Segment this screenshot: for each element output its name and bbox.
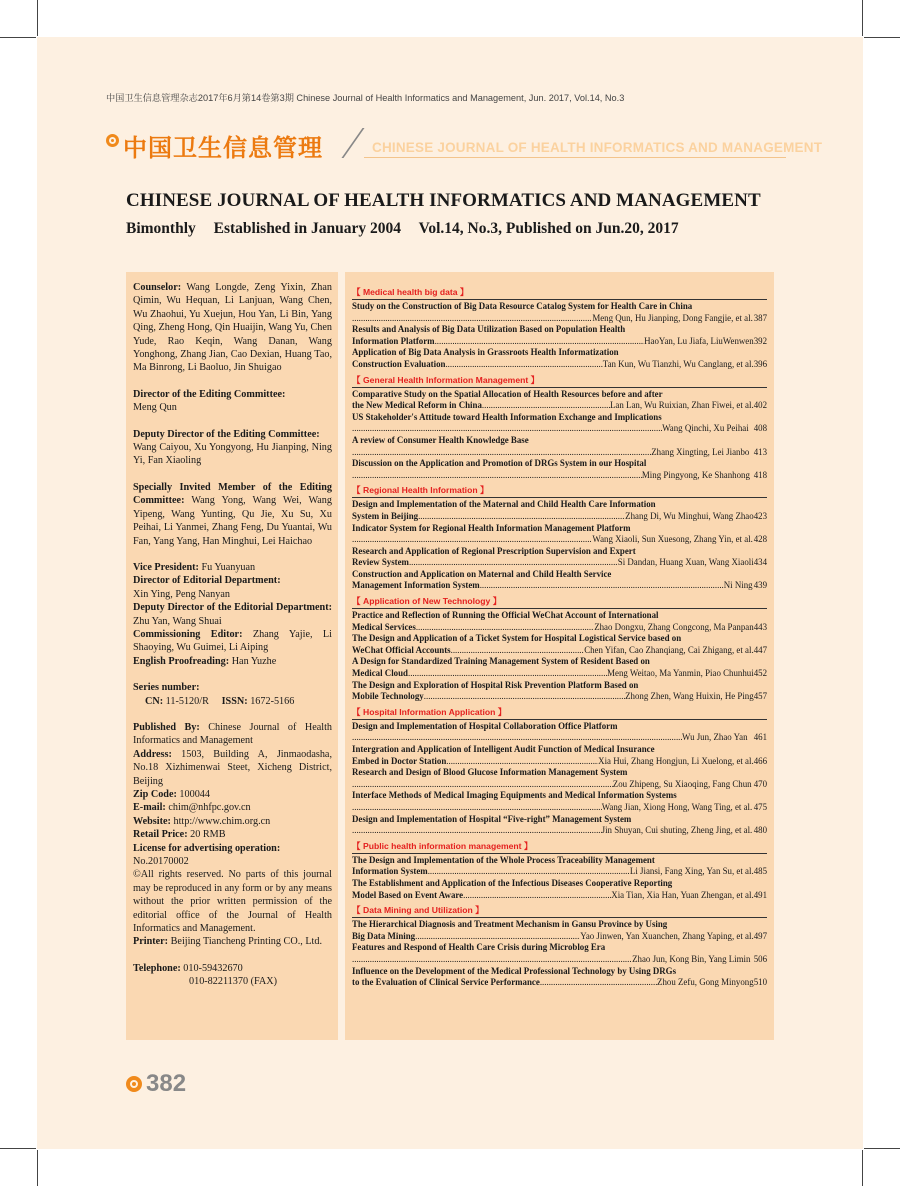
license: License for advertising operation: No.20170002 [133, 842, 281, 868]
article-title: Design and Implementation of Hospital Collaboration Office Platform [352, 720, 618, 731]
leader-dots [352, 732, 682, 744]
zip-code: Zip Code: 100044 [133, 789, 210, 800]
publisher: Published By: Chinese Journal of Health Informatics and Management [133, 721, 332, 747]
table-of-contents [345, 272, 774, 1040]
article-authors: Xia Tian, Xia Han, Yuan Zhengan, et al. [611, 889, 754, 900]
article-page: 439 [753, 580, 767, 591]
article-title-cont: Model Based on Event Aware [352, 889, 464, 900]
toc-entry[interactable] [352, 878, 767, 901]
leader-dots [446, 756, 598, 768]
article-title-cont: Information System [352, 866, 428, 877]
article-page: 457 [753, 691, 767, 702]
article-title: The Hierarchical Diagnosis and Treatment Mechanism in Gansu Province by Using [352, 919, 668, 930]
article-authors: Ni Ning [723, 580, 753, 591]
article-authors: Meng Qun, Hu Jianping, Dong Fangjie, et al. [592, 312, 753, 323]
article-title: Application of Big Data Analysis in Grassroots Health Informatization [352, 347, 619, 358]
article-title-cont: Embed in Doctor Station [352, 755, 447, 766]
article-page: 506 [753, 953, 767, 964]
issue-info: Vol.14, No.3, Published on Jun.20, 2017 [418, 220, 679, 237]
toc-entry[interactable] [352, 347, 767, 370]
article-title: A review of Consumer Health Knowledge Base [352, 434, 529, 445]
article-title-cont: Information Platform [352, 335, 435, 346]
leader-dots [416, 622, 594, 634]
article-authors: Zhou Zefu, Gong Minyong [657, 977, 754, 988]
masthead-panel [126, 272, 338, 1040]
section-heading: 【 Data Mining and Utilization 】 [352, 904, 767, 918]
proofreading: English Proofreading: Han Yuzhe [133, 655, 277, 667]
article-authors: Ming Pingyong, Ke Shanhong [641, 469, 750, 480]
leader-dots [352, 802, 602, 814]
logo-divider [341, 128, 364, 158]
article-page: 466 [753, 755, 767, 766]
article-title-cont: Medical Services [352, 621, 416, 632]
logo-underline [364, 157, 786, 158]
article-title: Study on the Construction of Big Data Resource Catalog System for Health Care in China [352, 301, 693, 311]
logo-ring-icon [106, 134, 119, 147]
leader-dots [435, 336, 645, 348]
toc-entry[interactable] [352, 656, 767, 679]
article-title: Indicator System for Regional Health Information Management Platform [352, 522, 631, 533]
article-title-cont: Review System [352, 557, 409, 568]
toc-entry[interactable] [352, 966, 767, 989]
leader-dots [480, 580, 724, 592]
article-authors: Lan Lan, Wu Ruixian, Zhan Fiwei, et al. [610, 400, 754, 411]
article-title-cont: Medical Cloud [352, 668, 408, 679]
article-page: 491 [753, 889, 767, 900]
leader-dots [415, 931, 580, 943]
article-title-cont: WeChat Official Accounts [352, 644, 451, 655]
article-title: A Design for Standardized Training Management System of Resident Based on [352, 656, 650, 667]
toc-entry[interactable] [352, 389, 767, 412]
series-numbers: CN: 11-5120/R ISSN: 1672-5166 [145, 695, 295, 707]
article-authors: Xia Hui, Zhang Hongjun, Li Xuelong, et al. [598, 755, 754, 766]
article-authors: Zhao Dongxu, Zhang Congcong, Ma Panpan [594, 621, 754, 632]
logo-chinese-title: 中国卫生信息管理 [123, 134, 323, 162]
toc-entry[interactable] [352, 721, 767, 744]
toc-entry[interactable] [352, 633, 767, 656]
toc-entry[interactable] [352, 301, 767, 324]
editorial-director: Director of Editorial Department: Xin Ying, Peng Nanyan [133, 575, 281, 600]
article-title: Intergration and Application of Intelligent Audit Function of Medical Insurance [352, 744, 655, 754]
article-page: 408 [753, 423, 767, 434]
article-page: 470 [753, 778, 767, 789]
toc-entry[interactable] [352, 855, 767, 878]
article-title-cont: Construction Evaluation [352, 358, 446, 369]
article-title: Features and Respond of Health Care Crisis during Microblog Era [352, 942, 606, 953]
page-ring-icon [126, 1076, 142, 1092]
leader-dots [451, 645, 585, 657]
crop-mark [37, 1150, 38, 1186]
telephone: Telephone: 010-59432670 [133, 962, 243, 974]
toc-entry[interactable] [352, 814, 767, 837]
section-heading: 【 Public health information management 】 [352, 840, 767, 854]
crop-mark [0, 37, 36, 38]
article-title: Influence on the Development of the Medical Professional Technology by Using DRGs [352, 965, 677, 976]
leader-dots [409, 557, 618, 569]
article-page: 428 [753, 534, 767, 545]
leader-dots [352, 779, 613, 791]
article-page: 402 [753, 400, 767, 411]
article-title: Design and Implementation of Hospital “Five-right” Management System [352, 813, 632, 824]
article-authors: Jin Shuyan, Cui shuting, Zheng Jing, et al. [601, 825, 753, 836]
section-name: Data Mining and Utilization [362, 905, 473, 916]
leader-dots [352, 825, 602, 837]
article-authors: Meng Weitao, Ma Yanmin, Piao Chunhui [607, 668, 754, 679]
vice-president: Vice President: Fu Yuanyuan [133, 561, 256, 573]
article-authors: Zou Zhipeng, Su Xiaoqing, Fang Chun [612, 778, 752, 789]
article-title-cont: the New Medical Reform in China [352, 400, 482, 411]
leader-dots [418, 511, 625, 523]
running-head: 中国卫生信息管理杂志2017年6月第14卷第3期 Chinese Journal of Health Informatics and Management, Jun. 2017, Vol.14, No.3 [106, 93, 625, 103]
journal-logo [106, 128, 823, 162]
crop-mark [864, 1148, 900, 1149]
address: Address: 1503, Building A, Jinmaodasha, No.18 Xizhimenwai Steet, Xicheng District, Beijing [133, 748, 332, 787]
article-page: 392 [753, 335, 767, 346]
article-authors: Wang Qinchi, Xu Peihai [662, 423, 749, 434]
toc-entry[interactable] [352, 435, 767, 458]
journal-subtitle [126, 220, 693, 238]
toc-entry[interactable] [352, 942, 767, 965]
section-heading: 【 Hospital Information Application 】 [352, 706, 767, 720]
leader-dots [428, 866, 630, 878]
page-number-text: 382 [146, 1070, 187, 1097]
toc-entry[interactable] [352, 412, 767, 435]
editorial-deputy: Deputy Director of the Editorial Department: Zhu Yan, Wang Shuai [133, 602, 332, 627]
toc-entry[interactable] [352, 569, 767, 592]
leader-dots [463, 890, 611, 902]
section-name: Public health information management [362, 840, 522, 851]
crop-mark [862, 1150, 863, 1186]
toc-entry[interactable] [352, 458, 767, 481]
article-authors: HaoYan, Lu Jiafa, LiuWenwen [644, 335, 754, 346]
section-heading: 【 Regional Health Information 】 [352, 484, 767, 498]
journal-title: CHINESE JOURNAL OF HEALTH INFORMATICS AND MANAGEMENT [126, 190, 761, 211]
frequency: Bimonthly [126, 220, 196, 237]
toc-entry[interactable] [352, 919, 767, 942]
article-page: 510 [753, 977, 767, 988]
section-name: Application of New Technology [362, 596, 491, 607]
article-title: Discussion on the Application and Promotion of DRGs System in our Hospital [352, 458, 647, 469]
section-name: General Health Information Management [362, 374, 529, 385]
article-authors: Si Dandan, Huang Xuan, Wang Xiaoli [617, 557, 754, 568]
special-member-block: Specially Invited Member of the Editing Committee: Wang Yong, Wang Wei, Wang Yipeng, Wang Yunting, Qu Jie, Xu Su, Xu Peihai, Li Yanmei, Zhang Feng, Du Yuantai, Wu Fan, Yang Yang, Han Minghui, Lei Haichao [133, 481, 332, 547]
article-title: Construction and Application on Maternal and Child Health Service [352, 568, 612, 579]
article-authors: Zhang Xingting, Lei Jianbo [651, 446, 750, 457]
section-heading: 【 Application of New Technology 】 [352, 595, 767, 609]
section-heading: 【 Medical health big data 】 [352, 286, 767, 300]
section-name: Hospital Information Application [362, 706, 496, 717]
article-title: Design and Implementation of the Maternal and Child Health Care Information [352, 499, 656, 510]
toc-entry[interactable] [352, 744, 767, 767]
article-page: 475 [753, 801, 767, 812]
toc-entry[interactable] [352, 499, 767, 522]
article-title: The Design and Implementation of the Whole Process Traceability Management [352, 854, 655, 865]
article-title: The Design and Application of a Ticket System for Hospital Logistical Service based on [352, 633, 682, 644]
counselor-block: Counselor: Wang Longde, Zeng Yixin, Zhan Qimin, Wu Hequan, Li Lanjuan, Wang Chen, Wu Zhaohui, Yu Xuejun, Hou Yan, Li Bin, Yang Qing, Zheng Hong, Qin Huaijin, Wang Yu, Chen Yude, Rao Keqin, Wang Danan, Wang Yonghong, Zhang Jian, Cao Dexian, Huang Tao, Ma Binrong, Li Baoluo, Jin Shuigao [133, 282, 332, 374]
deputy-block: Deputy Director of the Editing Committee: Wang Caiyou, Xu Yongyong, Hu Jianping, Ning Yi, Fan Xiaoling [133, 428, 332, 467]
article-authors: Wang Xiaoli, Sun Xuesong, Zhang Yin, et al. [592, 534, 753, 545]
article-authors: Wang Jian, Xiong Hong, Wang Ting, et al. [601, 801, 753, 812]
toc-entry[interactable] [352, 767, 767, 790]
logo-english-title: CHINESE JOURNAL OF HEALTH INFORMATICS AND MANAGEMENT [372, 140, 823, 155]
article-title-cont: Mobile Technology [352, 691, 424, 702]
leader-dots [424, 691, 625, 703]
article-authors: Tan Kun, Wu Tianzhi, Wu Canglang, et al. [602, 358, 754, 369]
leader-dots [352, 954, 632, 966]
established: Established in January 2004 [213, 220, 401, 237]
article-title: The Design and Exploration of Hospital Risk Prevention Platform Based on [352, 679, 639, 690]
toc-entry[interactable] [352, 324, 767, 347]
article-page: 480 [753, 825, 767, 836]
article-authors: Wu Jun, Zhao Yan [682, 732, 748, 743]
retail-price: Retail Price: 20 RMB [133, 829, 226, 841]
email: E-mail: chim@nhfpc.gov.cn [133, 802, 251, 814]
article-authors: Chen Yifan, Cao Zhanqiang, Cai Zhigang, et al. [584, 644, 754, 655]
crop-mark [864, 37, 900, 38]
commissioning-editor: Commissioning Editor: Zhang Yajie, Li Shaoying, Wu Guimei, Li Aiping [133, 628, 332, 654]
article-page: 423 [753, 510, 767, 521]
article-title: The Establishment and Application of the Infectious Diseases Cooperative Reporting [352, 877, 673, 888]
article-page: 443 [753, 621, 767, 632]
article-page: 434 [753, 557, 767, 568]
copyright: ©All rights reserved. No parts of this journal may be reproduced in any form or by any means without the prior written permission of the editorial office of the Journal of Health Informatics and Management. [133, 869, 332, 935]
section-name: Regional Health Information [362, 485, 478, 496]
article-authors: Zhong Zhen, Wang Huixin, He Ping [625, 691, 754, 702]
article-title: Research and Design of Blood Glucose Information Management System [352, 767, 628, 778]
article-authors: Yao Jinwen, Yan Xuanchen, Zhang Yaping, et al. [580, 930, 754, 941]
leader-dots [352, 534, 592, 546]
fax: 010-82211370 (FAX) [189, 976, 278, 988]
leader-dots [352, 447, 651, 459]
article-page: 497 [753, 930, 767, 941]
toc-entry[interactable] [352, 546, 767, 569]
article-page: 396 [753, 358, 767, 369]
article-title-cont: System in Beijing [352, 510, 419, 521]
director-block: Director of the Editing Committee: Meng Qun [133, 388, 286, 414]
leader-dots [408, 668, 607, 680]
article-page: 447 [753, 644, 767, 655]
article-title: Research and Application of Regional Prescription Supervision and Expert [352, 545, 636, 556]
website: Website: http://www.chim.org.cn [133, 815, 271, 827]
section-heading: 【 General Health Information Management 】 [352, 374, 767, 388]
leader-dots [540, 977, 657, 989]
article-title: Results and Analysis of Big Data Utilization Based on Population Health [352, 324, 626, 335]
article-title-cont: Big Data Mining [352, 930, 416, 941]
leader-dots [482, 400, 610, 412]
article-title: Practice and Reflection of Running the Official WeChat Account of International [352, 610, 659, 621]
article-title: Interface Methods of Medical Imaging Equipments and Medical Information Systems [352, 790, 677, 801]
article-title: US Stakeholder's Attitude toward Health Information Exchange and Implications [352, 411, 662, 422]
article-title: Comparative Study on the Spatial Allocation of Health Resources before and after [352, 388, 663, 399]
article-page: 452 [753, 668, 767, 679]
series-label: Series number: [133, 682, 200, 694]
crop-mark [862, 0, 863, 36]
crop-mark [0, 1148, 36, 1149]
toc-entry[interactable] [352, 680, 767, 703]
article-title-cont: Management Information System [352, 580, 480, 591]
leader-dots [352, 470, 642, 482]
article-page: 485 [753, 866, 767, 877]
article-title-cont: to the Evaluation of Clinical Service Performance [352, 977, 540, 988]
section-name: Medical health big data [362, 287, 458, 297]
printer: Printer: Beijing Tiancheng Printing CO., Ltd. [133, 936, 323, 948]
article-page: 418 [753, 469, 767, 480]
toc-entry[interactable] [352, 790, 767, 813]
crop-mark [37, 0, 38, 36]
article-page: 387 [753, 312, 767, 323]
leader-dots [352, 423, 662, 435]
article-authors: Li Jiansi, Fang Xing, Yan Su, et al. [629, 866, 754, 877]
article-authors: Zhao Jun, Kong Bin, Yang Limin [632, 953, 751, 964]
article-page: 413 [753, 446, 767, 457]
leader-dots [352, 313, 592, 325]
toc-entry[interactable] [352, 523, 767, 546]
toc-entry[interactable] [352, 610, 767, 633]
leader-dots [445, 359, 602, 371]
article-authors: Zhang Di, Wu Minghui, Wang Zhao [625, 510, 754, 521]
article-page: 461 [753, 732, 767, 743]
